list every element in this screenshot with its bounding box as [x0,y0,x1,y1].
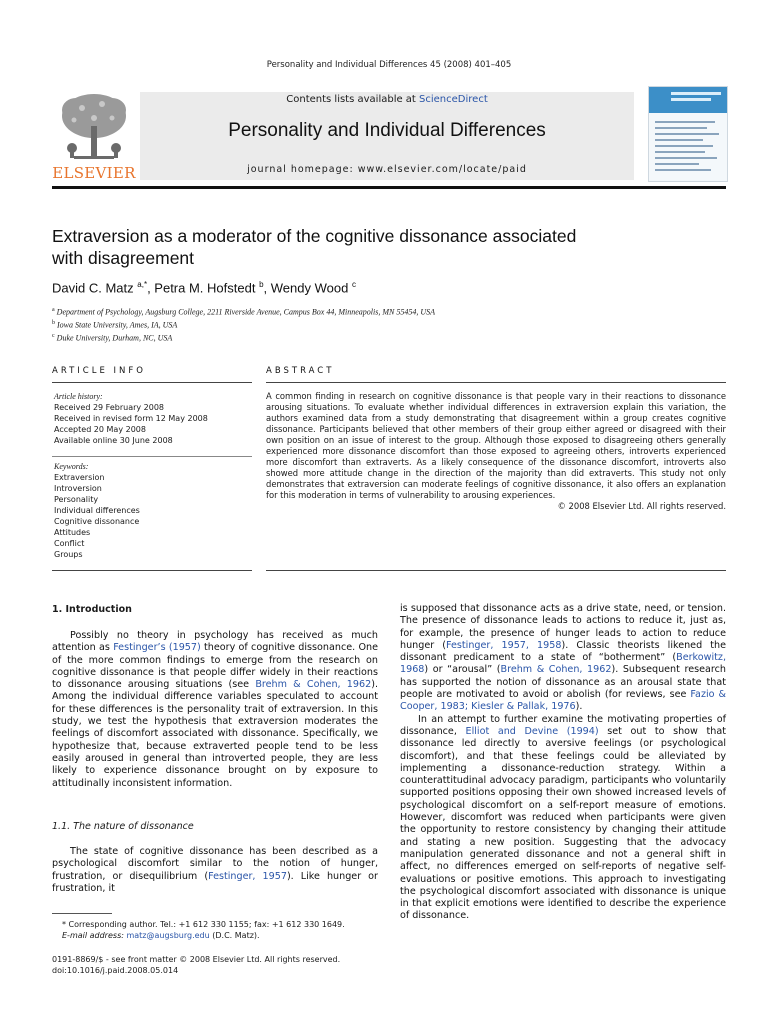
author-list: David C. Matz $^{a,*}$, Petra M. Hofstedt $^b$, Wendy Wood $^c$ [52,280,356,296]
keyword: Conflict [54,539,85,548]
paragraph: is supposed that dissonance acts as a drive state, need, or tension. The presence of dissonance leads to actions to reduce it, just as, for example, the presence of hunger leads to action to reduce hunger (Festinger, 1957, 1958). Classic theorists likened the dissonant predicament to a state of “botherment” (Berkowitz, 1968) or “arousal” (Brehm & Cohen, 1962). Subsequent research has supported the notion of dissonance as an arousal state that people are motivated to avoid or abolish (for reviews, see Fazio & Cooper, 1983; Kiesler & Pallak, 1976). [400,603,726,713]
citation-link[interactable]: Elliot and Devine (1994) [465,725,599,737]
front-matter-line: 0191-8869/$ - see front matter © 2008 Elsevier Ltd. All rights reserved. [52,955,341,964]
affiliation-line: $^c$ Duke University, Durham, NC, USA [52,333,173,343]
journal-cover-thumbnail [648,86,728,182]
journal-citation: Personality and Individual Differences 45 (2008) 401–405 [266,60,512,70]
paragraph: In an attempt to further examine the motivating properties of dissonance, Elliot and Devine (1994) set out to show that dissonance led directly to aversive feelings (or psychological discomfort), and that these feelings could be alleviated by implementing a dissonance-reduction strategy. Within a counterattitudinal advocacy paradigm, participants who voluntarily supported positions opposing their own showed increased levels of psychological discomfort on a self-report measure of emotions. However, discomfort was reduced when participants were given the opportunity to restore consistency by changing their attitude and stating a new position. Suggesting that the advocacy manipulation generated dissonance and not a general shift in affect, no differences emerged on self-reports of negative self-evaluations or positive emotions. This approach to investigating the psychological discomfort associated with dissonance is unique in that explicit emotions were identified to describe the experience of dissonance. [400,713,726,922]
body-column-right [400,603,726,923]
keyword: Groups [54,550,83,559]
author-name[interactable]: Petra M. Hofstedt [154,280,256,296]
keyword: Attitudes [54,528,91,537]
divider [266,382,726,383]
affiliation-line: $^b$ Iowa State University, Ames, IA, USA [52,320,178,330]
abstract-body [266,391,726,512]
citation-link[interactable]: Berkowitz, 1968 [400,652,726,676]
abstract-text: A common finding in research on cognitive dissonance is that people vary in their reactions to dissonance arousing situations. To evaluate whether individual differences in extraversion explain this variation, the authors examined data from a study demonstrating that disagreement within a group creates cognitive dissonance. Participants believed that other members of their group either agreed or disagreed with their own position on an issue of interest to the group. Although those exposed to disagreeing others generally experienced more dissonance discomfort than those exposed to agreeing others, introverts experienced more discomfort than extraverts. As a likely consequence of the dissonance discomfort, introverts also showed more attitude change in the direction of the majority than did extraverts. This study not only demonstrates that extraversion can moderate feelings of cognitive dissonance, it also offers an explanation for this moderation in terms of vulnerability to arousing experiences. [266,391,726,500]
contents-prefix: Contents lists available at [286,94,420,105]
contents-availability [140,94,634,105]
email-link[interactable]: matz@augsburg.edu [126,931,210,940]
abstract-copyright: © 2008 Elsevier Ltd. All rights reserved. [557,501,726,511]
history-entry: Accepted 20 May 2008 [54,425,146,434]
body-column-left [52,630,378,790]
keyword: Introversion [54,484,102,493]
sciencedirect-link[interactable]: ScienceDirect [419,94,488,105]
email-suffix: (D.C. Matz). [209,931,260,940]
email-note [52,930,345,941]
journal-title: Personality and Individual Differences [228,120,546,141]
citation-link[interactable]: Festinger, 1957 [208,870,287,882]
body-column-left [52,846,378,895]
history-entry: Received 29 February 2008 [54,403,165,412]
author-affiliation-marker: c [351,280,356,289]
article-history [54,391,250,446]
citation-link[interactable]: Brehm & Cohen, 1962 [255,679,372,691]
footnote-rule [52,913,112,914]
journal-homepage[interactable]: journal homepage: www.elsevier.com/locate/paid [247,164,527,175]
article-title: Extraversion as a moderator of the cognitive dissonance associated with disagreement [52,226,577,268]
history-entry: Available online 30 June 2008 [54,436,173,445]
citation-link[interactable]: Brehm & Cohen, 1962 [500,664,612,676]
section-heading: 1. Introduction [52,604,132,615]
article-info-heading: ARTICLE INFO [52,366,146,376]
abstract-heading: ABSTRACT [266,366,335,376]
author-name[interactable]: Wendy Wood [270,280,349,296]
history-label: Article history: [54,392,103,401]
author-name[interactable]: David C. Matz [52,280,134,296]
divider [52,456,252,457]
affiliations [52,305,435,344]
divider [266,570,726,571]
affiliation-line: $^a$ Department of Psychology, Augsburg College, 2211 Riverside Avenue, Campus Box 44, Minneapolis, MN 55454, USA [52,307,435,317]
history-entry: Received in revised form 12 May 2008 [54,414,208,423]
divider [52,570,252,571]
citation-link[interactable]: Festinger, 1957, 1958 [446,639,562,651]
author-affiliation-marker: b [259,280,264,289]
keyword: Extraversion [54,473,105,482]
header-rule [52,186,726,189]
keywords [54,461,250,560]
subsection-heading: 1.1. The nature of dissonance [52,821,194,832]
corresponding-author-note: * Corresponding author. Tel.: +1 612 330 1155; fax: +1 612 330 1649. [62,920,345,929]
copyright-doi [52,954,340,976]
citation-link[interactable]: Festinger’s (1957) [113,642,201,654]
keyword: Individual differences [54,506,140,515]
footnotes [52,919,345,941]
divider [52,382,252,383]
keyword: Personality [54,495,99,504]
email-label: E-mail address: [62,931,127,940]
paragraph: The state of cognitive dissonance has been described as a psychological discomfort similar to the notion of hunger, frustration, or disequilibrium (Festinger, 1957). Like hunger or frustration, it [52,846,378,894]
keyword: Cognitive dissonance [54,517,140,526]
citation-link[interactable]: Fazio & Cooper, 1983; Kiesler & Pallak, 1976 [400,689,726,713]
author-affiliation-marker: a,* [137,280,148,289]
publisher-wordmark: ELSEVIER [52,164,136,182]
keywords-label: Keywords: [54,462,89,471]
paragraph: Possibly no theory in psychology has received as much attention as Festinger’s (1957) theory of cognitive dissonance. One of the more common findings to emerge from the research on cognitive dissonance is that people differ widely in their reactions to dissonance arousing situations (see Brehm & Cohen, 1962). Among the individual difference variables speculated to account for these differences is the personality trait of extraversion. In this study, we test the hypothesis that extraversion moderates the feelings of discomfort associated with dissonance. Specifically, we hypothesize that, because extraverted people tend to be less easily aroused in general than introverted people, they are less likely to experience dissonance brought on by exposure to attitudinally inconsistent information. [52,630,379,789]
doi-line: doi:10.1016/j.paid.2008.05.014 [52,966,179,975]
